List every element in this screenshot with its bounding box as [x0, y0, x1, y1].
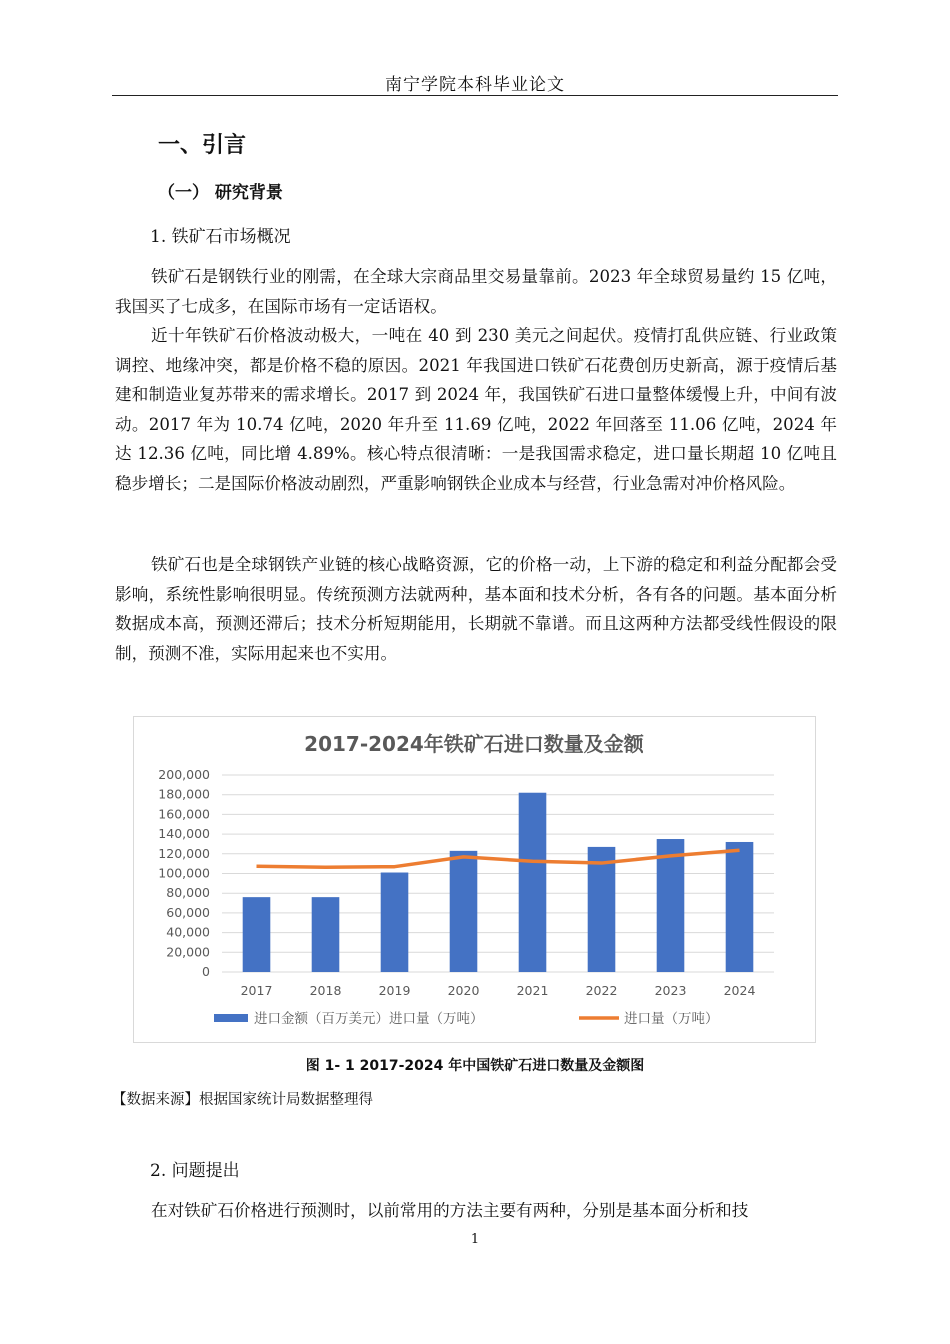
- x-tick-label: 2023: [654, 983, 687, 998]
- x-tick-label: 2021: [516, 983, 549, 998]
- subsection-title: （一） 研究背景: [158, 183, 283, 203]
- x-tick-label: 2018: [309, 983, 342, 998]
- y-tick-label: 0: [202, 964, 210, 979]
- x-tick-label: 2017: [240, 983, 273, 998]
- y-tick-label: 180,000: [158, 786, 210, 802]
- y-tick-label: 60,000: [166, 904, 210, 920]
- y-tick-label: 200,000: [158, 767, 210, 782]
- x-tick-label: 2024: [723, 983, 756, 998]
- chart-figure: [133, 716, 816, 1043]
- paragraph: 铁矿石也是全球钢铁产业链的核心战略资源，它的价格一动，上下游的稳定和利益分配都会受影响，系统性影响很明显。传统预测方法就两种，基本面和技术分析，各有各的问题。基本面分析数据成本高，预测还滞后；技术分析短期能用，长期就不靠谱。而且这两种方法都受线性假设的限制，预测不准，实际用起来也不实用。: [115, 555, 837, 663]
- y-tick-label: 140,000: [158, 826, 210, 842]
- page-number: 1: [470, 1232, 480, 1247]
- bar: [726, 842, 754, 972]
- y-tick-label: 40,000: [166, 924, 210, 940]
- y-tick-label: 80,000: [166, 885, 210, 901]
- y-tick-label: 100,000: [158, 865, 210, 881]
- section-title: 一、引言: [158, 133, 247, 158]
- figure-caption: 图 1- 1 2017-2024 年中国铁矿石进口数量及金额图: [305, 1058, 645, 1074]
- y-tick-label: 20,000: [166, 944, 210, 960]
- legend-label: 进口金额（百万美元）进口量（万吨）: [254, 1011, 484, 1027]
- subsubsection-title-2: 2. 问题提出: [150, 1161, 240, 1181]
- y-tick-label: 120,000: [158, 845, 210, 861]
- running-header: 南宁学院本科毕业论文: [385, 75, 565, 95]
- import-chart: [134, 717, 815, 1042]
- paragraph: 铁矿石是钢铁行业的刚需，在全球大宗商品里交易量靠前。2023 年全球贸易量约 15 亿吨，我国买了七成多，在国际市场有一定话语权。: [115, 267, 837, 316]
- bar: [657, 839, 685, 972]
- bar: [312, 897, 340, 972]
- paragraph: 在对铁矿石价格进行预测时，以前常用的方法主要有两种，分别是基本面分析和技: [151, 1201, 749, 1220]
- x-tick-label: 2022: [585, 983, 618, 998]
- x-tick-label: 2019: [378, 983, 411, 998]
- y-tick-label: 160,000: [158, 806, 210, 822]
- legend-swatch-bar: [214, 1014, 248, 1022]
- bar: [450, 851, 478, 972]
- bar: [519, 793, 547, 972]
- bar: [588, 847, 616, 972]
- bar: [243, 897, 271, 972]
- chart-title: 2017-2024年铁矿石进口数量及金额: [304, 732, 644, 756]
- paragraph: 近十年铁矿石价格波动极大，一吨在 40 到 230 美元之间起伏。疫情打乱供应链、行业政策调控、地缘冲突，都是价格不稳的原因。2021 年我国进口铁矿石花费创历史新高，源于疫情后基建和制造业复苏带来的需求增长。2017 到 2024 年，我国铁矿石进口量整体缓慢上升，中间有波动。2017 年为 10.74 亿吨，2020 年升至 11.69 亿吨，2022 年回落至 11.06 亿吨，2024 年达 12.36 亿吨，同比增 4.89%。核心特点很清晰：一是我国需求稳定，进口量长期超 10 亿吨且稳步增长；二是国际价格波动剧烈，严重影响钢铁企业成本与经营，行业急需对冲价格风险。: [115, 326, 837, 493]
- subsubsection-title: 1. 铁矿石市场概况: [150, 227, 291, 247]
- data-source-note: 【数据来源】根据国家统计局数据整理得: [112, 1092, 373, 1108]
- legend-label: 进口量（万吨）: [624, 1011, 719, 1027]
- x-tick-label: 2020: [447, 983, 480, 998]
- bar: [381, 873, 409, 972]
- header-divider: [112, 95, 838, 96]
